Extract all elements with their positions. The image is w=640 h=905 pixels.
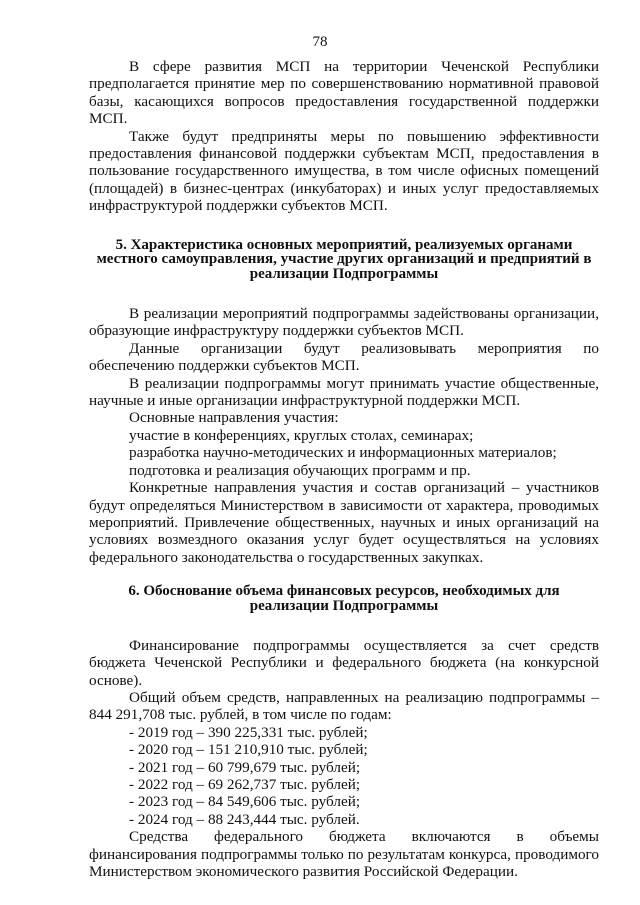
list-item: участие в конференциях, круглых столах, семинарах; xyxy=(129,426,474,444)
intro-paragraph-1: В сфере развития МСП на территории Чеченской Республики предполагается принятие мер по совершенствованию нормативной правовой базы, касающихся вопросов предоставления государственной поддержки МСП. xyxy=(89,58,599,128)
year-item: - 2020 год – 151 210,910 тыс. рублей; xyxy=(129,741,368,759)
year-item: - 2021 год – 60 799,679 тыс. рублей; xyxy=(129,758,361,776)
year-item: - 2022 год – 69 262,737 тыс. рублей; xyxy=(129,775,361,793)
section-6-paragraph-1: Финансирование подпрограммы осуществляется за счет средств бюджета Чеченской Республики и федерального бюджета (на конкурсной основе). xyxy=(89,636,599,689)
year-item: - 2024 год – 88 243,444 тыс. рублей. xyxy=(129,810,360,828)
year-item: - 2023 год – 84 549,606 тыс. рублей; xyxy=(129,793,361,811)
section-5-paragraph-1: В реализации мероприятий подпрограммы задействованы организации, образующие инфраструктуру поддержки субъектов МСП. xyxy=(89,305,599,340)
section-6-paragraph-3: Средства федерального бюджета включаются в объемы финансирования подпрограммы только по результатам конкурса, проводимого Министерством экономического развития Российской Федерации. xyxy=(89,828,599,881)
section-6-heading: 6. Обоснование объема финансовых ресурсов, необходимых для реализации Подпрограммы xyxy=(128,583,560,614)
year-item: - 2019 год – 390 225,331 тыс. рублей; xyxy=(129,723,368,741)
section-5-paragraph-2: Данные организации будут реализовывать мероприятия по обеспечению поддержки субъектов МСП. xyxy=(89,339,599,375)
page-content xyxy=(89,58,599,880)
intro-paragraph-2: Также будут предприняты меры по повышению эффективности предоставления финансовой поддержки субъектам МСП, предоставления в пользование государственного имущества, в том числе офисных помещений (площадей) в бизнес-центрах (инкубаторах) и иных услуг предоставляемых инфраструктурой поддержки субъектов МСП. xyxy=(89,127,599,215)
list-item: разработка научно-методических и информационных материалов; xyxy=(129,444,557,462)
page-number: 78 xyxy=(312,34,328,50)
section-5-paragraph-3: В реализации подпрограммы могут принимать участие общественные, научные и иные организации инфраструктурной поддержки МСП. xyxy=(89,374,599,410)
section-5-paragraph-5: Конкретные направления участия и состав организаций – участников будут определяться Министерством в зависимости от характера, проводимых мероприятий. Привлечение общественных, научных и иных организаций на условиях возмездного оказания услуг будет осуществляться на условиях федерального законодательства о государственных закупках. xyxy=(89,479,599,566)
section-5-paragraph-4: Основные направления участия: xyxy=(129,409,339,427)
list-item: подготовка и реализация обучающих программ и пр. xyxy=(129,461,471,479)
section-6-paragraph-2: Общий объем средств, направленных на реализацию подпрограммы – 844 291,708 тыс. рублей, в том числе по годам: xyxy=(89,688,599,724)
section-5-heading: 5. Характеристика основных мероприятий, реализуемых органами местного самоуправления, участие других организаций и предприятий в реализации Подпрограммы xyxy=(96,236,592,283)
